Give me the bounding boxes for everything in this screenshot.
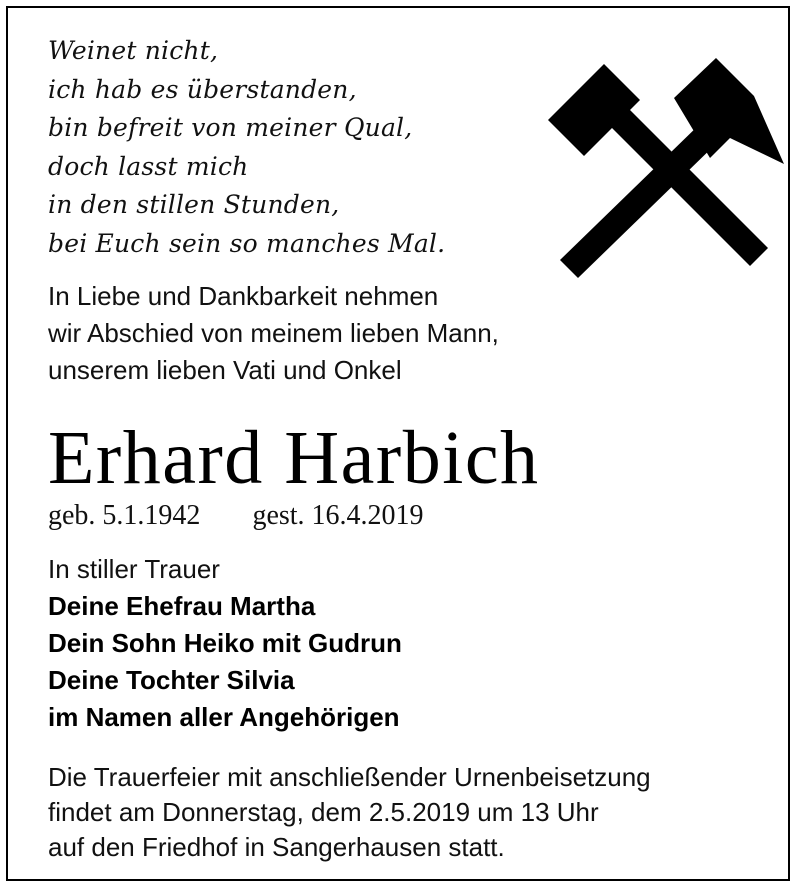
obituary-frame bbox=[6, 6, 790, 881]
intro-line: unserem lieben Vati und Onkel bbox=[48, 355, 402, 385]
mourner-name: Deine Ehefrau Martha bbox=[48, 591, 316, 621]
poem-line: doch lasst mich bbox=[48, 151, 249, 181]
life-dates bbox=[48, 497, 424, 535]
funeral-line: auf den Friedhof in Sangerhausen statt. bbox=[48, 832, 505, 862]
intro-line: wir Abschied von meinem lieben Mann, bbox=[48, 318, 499, 348]
mourners-heading: In stiller Trauer bbox=[48, 554, 220, 584]
poem-line: in den stillen Stunden, bbox=[48, 190, 340, 219]
death-date: gest. 16.4.2019 bbox=[252, 500, 424, 531]
mourner-name: Deine Tochter Silvia bbox=[48, 665, 295, 695]
poem-line: Weinet nicht, bbox=[48, 36, 219, 65]
poem bbox=[48, 32, 445, 263]
poem-line: bin befreit von meiner Qual, bbox=[48, 113, 413, 142]
funeral-line: findet am Donnerstag, dem 2.5.2019 um 13 Uhr bbox=[48, 797, 599, 827]
poem-line: ich hab es überstanden, bbox=[48, 74, 357, 104]
hammer-and-pick-icon bbox=[544, 54, 788, 278]
funeral-notice bbox=[48, 760, 651, 865]
deceased-name: Erhard Harbich bbox=[48, 416, 540, 500]
poem-line: bei Euch sein so manches Mal. bbox=[48, 228, 446, 258]
mourner-name: Dein Sohn Heiko mit Gudrun bbox=[48, 628, 402, 658]
mourners bbox=[48, 551, 402, 736]
intro-line: In Liebe und Dankbarkeit nehmen bbox=[48, 281, 439, 311]
mourner-name: im Namen aller Angehörigen bbox=[48, 702, 400, 732]
funeral-line: Die Trauerfeier mit anschließender Urnenbeisetzung bbox=[48, 762, 651, 792]
intro-text bbox=[48, 278, 499, 389]
birth-date: geb. 5.1.1942 bbox=[48, 500, 201, 531]
